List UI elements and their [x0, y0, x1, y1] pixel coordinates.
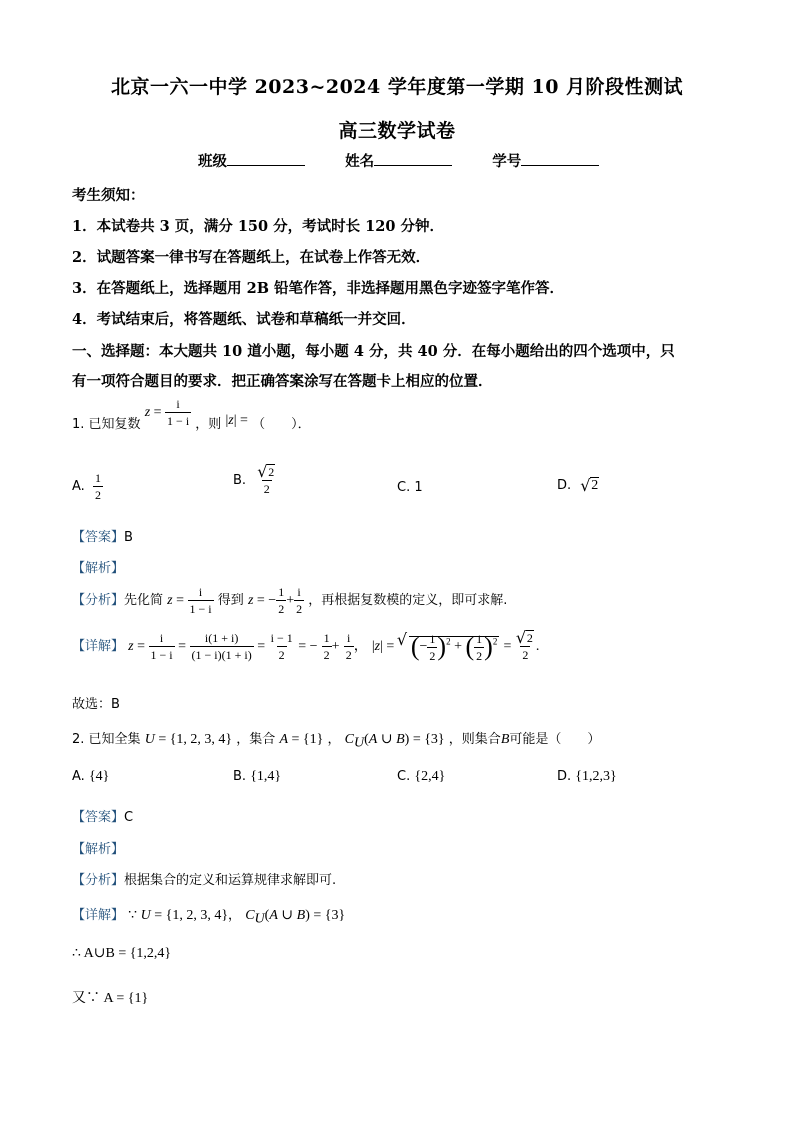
q2-also: 又∵ A = {1}	[72, 991, 149, 1006]
student-id-blank	[521, 151, 599, 166]
q2-option-a: A. {4}	[72, 769, 110, 784]
q1-fenxi: 【分析】先化简 z = $\frac{i}{1 - i}$ 得到 z = − $\frac{1}{2}$ + $\frac{i}{2}$ ，再根据复数模的定义，即可求解.	[72, 585, 508, 616]
q2-therefore: ∴ A∪B = {1,2,4}	[72, 946, 172, 961]
q1-option-c: C. 1	[397, 480, 423, 495]
name-blank	[374, 151, 452, 166]
notice-item-2: 2．试题答案一律书写在答题纸上，在试卷上作答无效．	[72, 249, 431, 266]
q1-fraction: $\frac{i}{1 - i}$	[167, 397, 190, 428]
exam-subtitle: 高三数学试卷	[338, 120, 456, 142]
q1-conclusion: 故选：B	[72, 697, 120, 712]
q1-mid: ，则	[195, 417, 222, 432]
exam-title: 北京一六一中学 2023~2024 学年度第一学期 10 月阶段性测试	[110, 76, 684, 98]
q2-option-d: D. {1,2,3}	[557, 769, 617, 784]
class-blank	[227, 151, 305, 166]
q2-fenxi: 【分析】根据集合的定义和运算规律求解即可.	[72, 873, 337, 888]
question-1: 1. 已知复数 z = $\frac{i}{1 - i}$ ，则 |z| = （ ）．	[72, 397, 311, 432]
q1-suffix: （ ）．	[252, 417, 311, 432]
q2-option-c: C. {2,4}	[397, 769, 446, 784]
q1-prefix: 1. 已知复数	[72, 417, 141, 432]
question-2: 2. 已知全集 U = {1, 2, 3, 4} ，集合 A = {1} ， $C_U(A$ ∪ B) = {3} ，则集合B可能是（ ）	[72, 732, 601, 751]
q2-answer: 【答案】C	[72, 810, 134, 825]
q1-option-d: D. √ 2	[557, 478, 599, 494]
notice-item-3: 3．在答题纸上，选择题用 2B 铅笔作答，非选择题用黑色字迹签字笔作答．	[72, 280, 565, 297]
q1-answer: 【答案】B	[72, 530, 133, 545]
notice-item-1: 1．本试卷共 3 页，满分 150 分，考试时长 120 分钟．	[72, 218, 444, 235]
section-heading-line1: 一、选择题：本大题共 10 道小题，每小题 4 分，共 40 分．在每小题给出的四个选项中，只	[72, 343, 675, 360]
q1-detail: 【详解】 z = $\frac{i}{1 - i}$ = $\frac{i(1 + i)}{(1 - i)(1 + i)}$ = $\frac{i - 1}{2}$ = − $\frac{1}{2}$ + $\frac{i}{2}$ ， |z| = √ (− $\frac{1}{2}$ )$^2$ + ( $\frac{1}{2}$ )$^2$ = √ $\frac{2}{2}$ .	[72, 632, 539, 662]
q2-analysis-tag: 【解析】	[72, 842, 125, 857]
q2-option-b: B. {1,4}	[233, 769, 282, 784]
notice-item-4: 4．考试结束后，将答题纸、试卷和草稿纸一并交回．	[72, 311, 416, 328]
student-info-row	[198, 150, 599, 171]
q2-detail: 【详解】 ∵ U = {1, 2, 3, 4}， $C_U(A$ ∪ B) = {3}	[72, 908, 346, 927]
notice-heading: 考生须知：	[72, 187, 145, 204]
q1-option-b: B. √ $\frac{2}{2}$	[233, 466, 277, 495]
class-label: 班级	[198, 153, 227, 170]
name-label: 姓名	[345, 153, 375, 170]
q1-option-a: A. $\frac{1}{2}$	[72, 471, 101, 502]
student-id-label: 学号	[492, 153, 522, 170]
q1-analysis-tag: 【解析】	[72, 561, 125, 576]
section-heading-line2: 有一项符合题目的要求．把正确答案涂写在答题卡上相应的位置．	[72, 373, 493, 390]
